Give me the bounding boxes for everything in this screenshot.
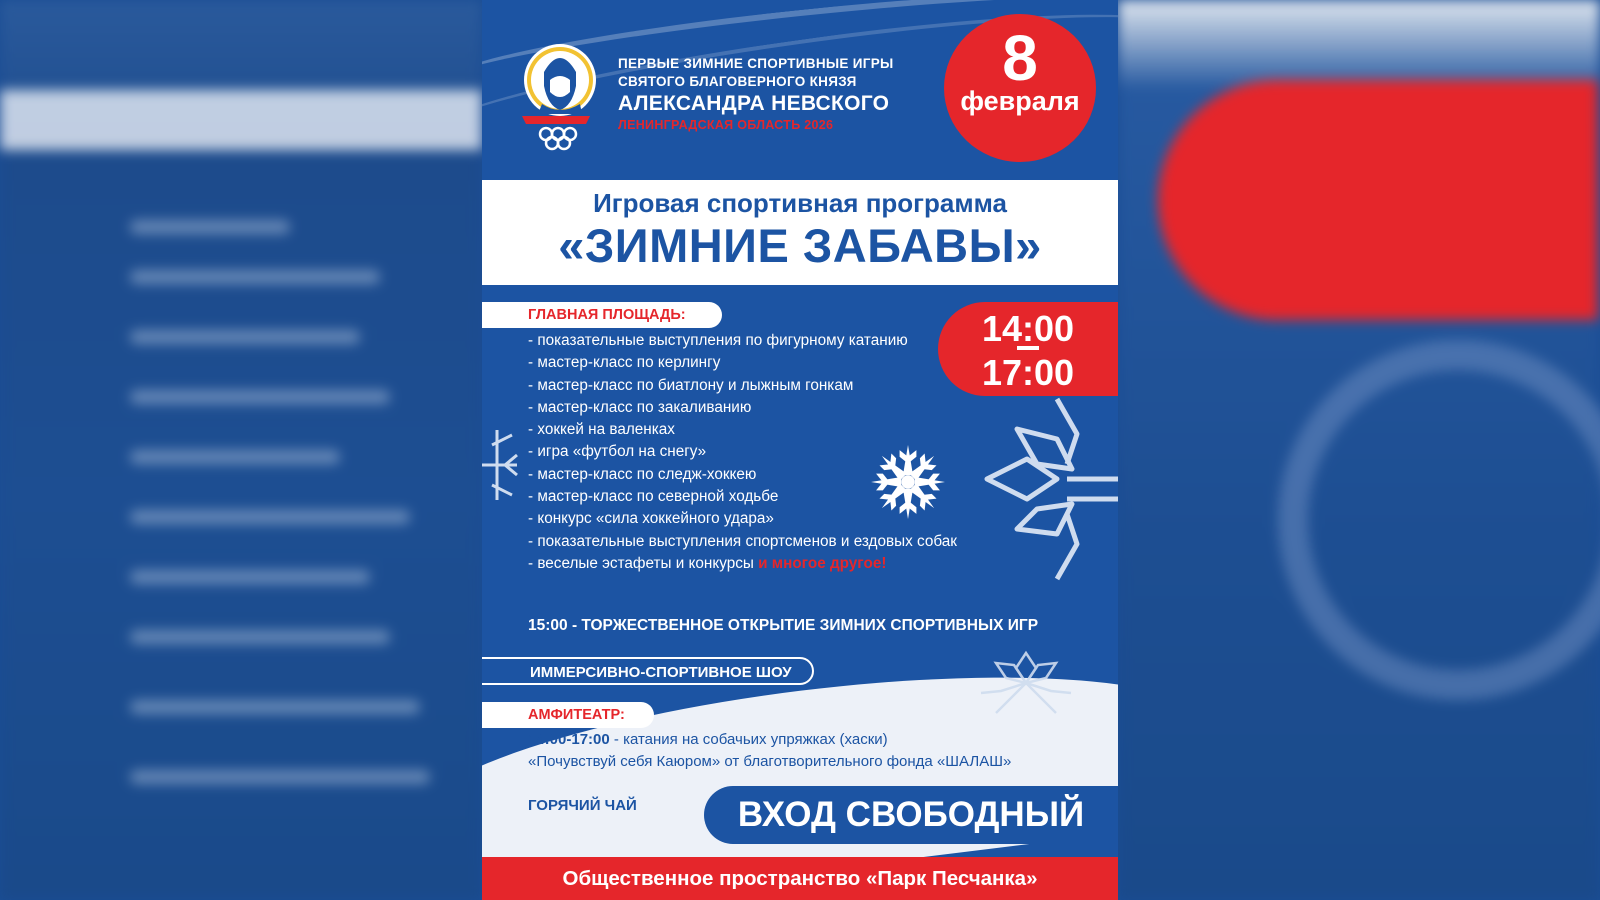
blurred-background-right [1118, 0, 1600, 900]
activity-item [528, 375, 1008, 397]
time-start: 14:00 [981, 308, 1075, 349]
saint-portrait-logo-icon [520, 42, 602, 152]
hot-tea-label: ГОРЯЧИЙ ЧАЙ [528, 797, 637, 814]
activity-item [528, 553, 1008, 575]
activity-item-text: - мастер-класс по северной ходьбе [528, 488, 779, 506]
amphitheater-line-2: «Почувствуй себя Каюром» от благотворительного фонда «ШАЛАШ» [528, 753, 1012, 770]
immersive-show-label: ИММЕРСИВНО-СПОРТИВНОЕ ШОУ [482, 657, 814, 685]
title-band [482, 180, 1118, 285]
header-line-3: АЛЕКСАНДРА НЕВСКОГО [618, 92, 890, 115]
activity-item [528, 419, 1008, 441]
snowflake-icon [866, 440, 950, 524]
amphitheater-label: АМФИТЕАТР: [482, 702, 654, 728]
date-month: февраля [960, 86, 1080, 116]
snowflake-icon [482, 425, 522, 505]
activity-item-text: - показательные выступления спортсменов и ездовых собак [528, 532, 957, 550]
activity-item [528, 531, 1008, 553]
activity-item [528, 352, 1008, 374]
activity-item-text: - мастер-класс по керлингу [528, 354, 721, 372]
amphitheater-activity: - катания на собачьих упряжках (хаски) [609, 731, 888, 748]
header-line-4: ЛЕНИНГРАДСКАЯ ОБЛАСТЬ 2026 [618, 118, 834, 132]
venue-footer: Общественное пространство «Парк Песчанка» [482, 857, 1118, 900]
free-entry-badge: ВХОД СВОБОДНЫЙ [704, 786, 1118, 844]
date-day: 8 [1002, 22, 1038, 94]
amphitheater-time: 14:00-17:00 [528, 731, 610, 748]
opening-announcement: 15:00 - ТОРЖЕСТВЕННОЕ ОТКРЫТИЕ ЗИМНИХ СПОРТИВНЫХ ИГР [528, 617, 1039, 634]
header-line-2: СВЯТОГО БЛАГОВЕРНОГО КНЯЗЯ [618, 74, 857, 89]
activity-item-text: - мастер-класс по закаливанию [528, 398, 752, 416]
poster [482, 0, 1118, 900]
activity-item [528, 397, 1008, 419]
activity-item-text: - показательные выступления по фигурному катанию [528, 332, 908, 349]
program-title: «ЗИМНИЕ ЗАБАВЫ» [558, 219, 1042, 272]
header-line-1: ПЕРВЫЕ ЗИМНИЕ СПОРТИВНЫЕ ИГРЫ [618, 56, 894, 71]
event-header [618, 55, 894, 133]
activity-highlight: и многое другое! [758, 554, 887, 572]
activity-item-text: - мастер-класс по биатлону и лыжным гонкам [528, 376, 854, 394]
snowflake-icon [976, 648, 1076, 718]
activity-item [528, 330, 1008, 352]
time-end: 17:00 [981, 352, 1075, 393]
activity-item-text: - веселые эстафеты и конкурсы [528, 554, 754, 572]
activity-item-text: - мастер-класс по следж-хоккею [528, 465, 757, 483]
amphitheater-line-1 [528, 731, 888, 748]
date-badge [944, 14, 1096, 162]
blurred-background-left [0, 0, 482, 900]
snowflake-icon [972, 394, 1118, 584]
program-subtitle: Игровая спортивная программа [593, 188, 1007, 218]
activity-item-text: - хоккей на валенках [528, 421, 675, 439]
main-square-label: ГЛАВНАЯ ПЛОЩАДЬ: [482, 302, 722, 328]
activity-item-text: - конкурс «сила хоккейного удара» [528, 510, 774, 528]
activity-item-text: - игра «футбол на снегу» [528, 443, 707, 461]
